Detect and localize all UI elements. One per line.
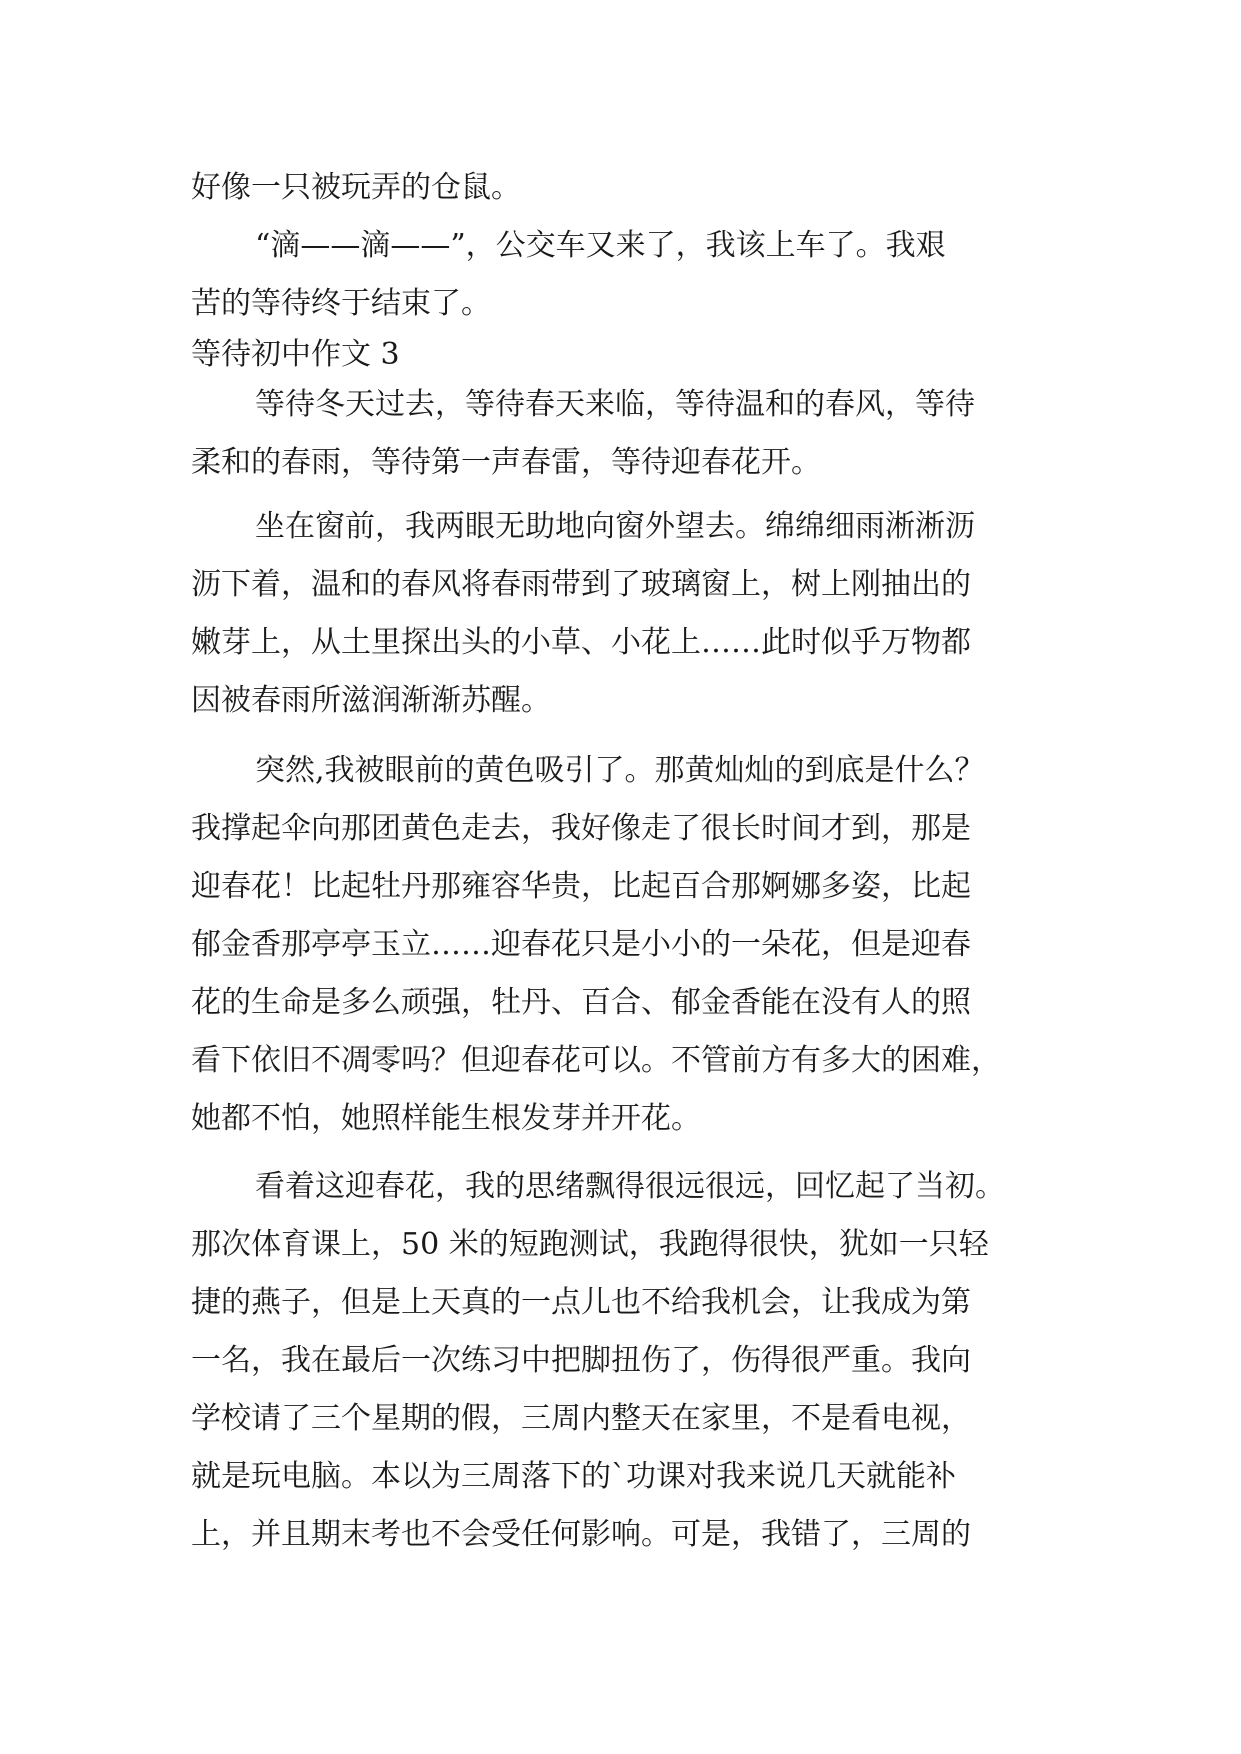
paragraph-line: “滴——滴——”，公交车又来了，我该上车了。我艰 [255, 228, 946, 263]
paragraph-line: 捷的燕子，但是上天真的一点儿也不给我机会，让我成为第 [191, 1285, 971, 1320]
paragraph-line: 沥下着，温和的春风将春雨带到了玻璃窗上，树上刚抽出的 [191, 567, 971, 602]
paragraph-line: 花的生命是多么顽强，牡丹、百合、郁金香能在没有人的照 [191, 985, 971, 1020]
paragraph-line: 学校请了三个星期的假，三周内整天在家里，不是看电视， [191, 1401, 971, 1436]
paragraph-line: 好像一只被玩弄的仓鼠。 [191, 170, 521, 205]
paragraph-line: 柔和的春雨，等待第一声春雷，等待迎春花开。 [191, 445, 821, 480]
paragraph-line: 迎春花！比起牡丹那雍容华贵，比起百合那婀娜多姿，比起 [191, 869, 971, 904]
paragraph-line: 嫩芽上，从土里探出头的小草、小花上……此时似乎万物都 [191, 625, 971, 660]
paragraph-line: 我撑起伞向那团黄色走去，我好像走了很长时间才到，那是 [191, 811, 971, 846]
paragraph-line: 看着这迎春花，我的思绪飘得很远很远，回忆起了当初。 [255, 1169, 1005, 1204]
paragraph-line: 看下依旧不凋零吗？但迎春花可以。不管前方有多大的困难， [191, 1043, 1001, 1078]
paragraph-line: 上，并且期末考也不会受任何影响。可是，我错了，三周的 [191, 1517, 971, 1552]
paragraph-line: 就是玩电脑。本以为三周落下的`功课对我来说几天就能补 [191, 1459, 956, 1494]
paragraph-line: 突然,我被眼前的黄色吸引了。那黄灿灿的到底是什么？ [255, 753, 985, 788]
paragraph-line: 坐在窗前，我两眼无助地向窗外望去。绵绵细雨淅淅沥 [255, 509, 975, 544]
paragraph-line: 因被春雨所滋润渐渐苏醒。 [191, 683, 551, 718]
paragraph-line: 那次体育课上，50 米的短跑测试，我跑得很快，犹如一只轻 [191, 1227, 989, 1262]
paragraph-line: 等待冬天过去，等待春天来临，等待温和的春风，等待 [255, 387, 975, 422]
paragraph-line: 郁金香那亭亭玉立……迎春花只是小小的一朵花，但是迎春 [191, 927, 971, 962]
paragraph-line: 苦的等待终于结束了。 [191, 286, 491, 321]
paragraph-line: 一名，我在最后一次练习中把脚扭伤了，伤得很严重。我向 [191, 1343, 971, 1378]
section-heading: 等待初中作文 3 [191, 337, 400, 372]
paragraph-line: 她都不怕，她照样能生根发芽并开花。 [191, 1101, 701, 1136]
